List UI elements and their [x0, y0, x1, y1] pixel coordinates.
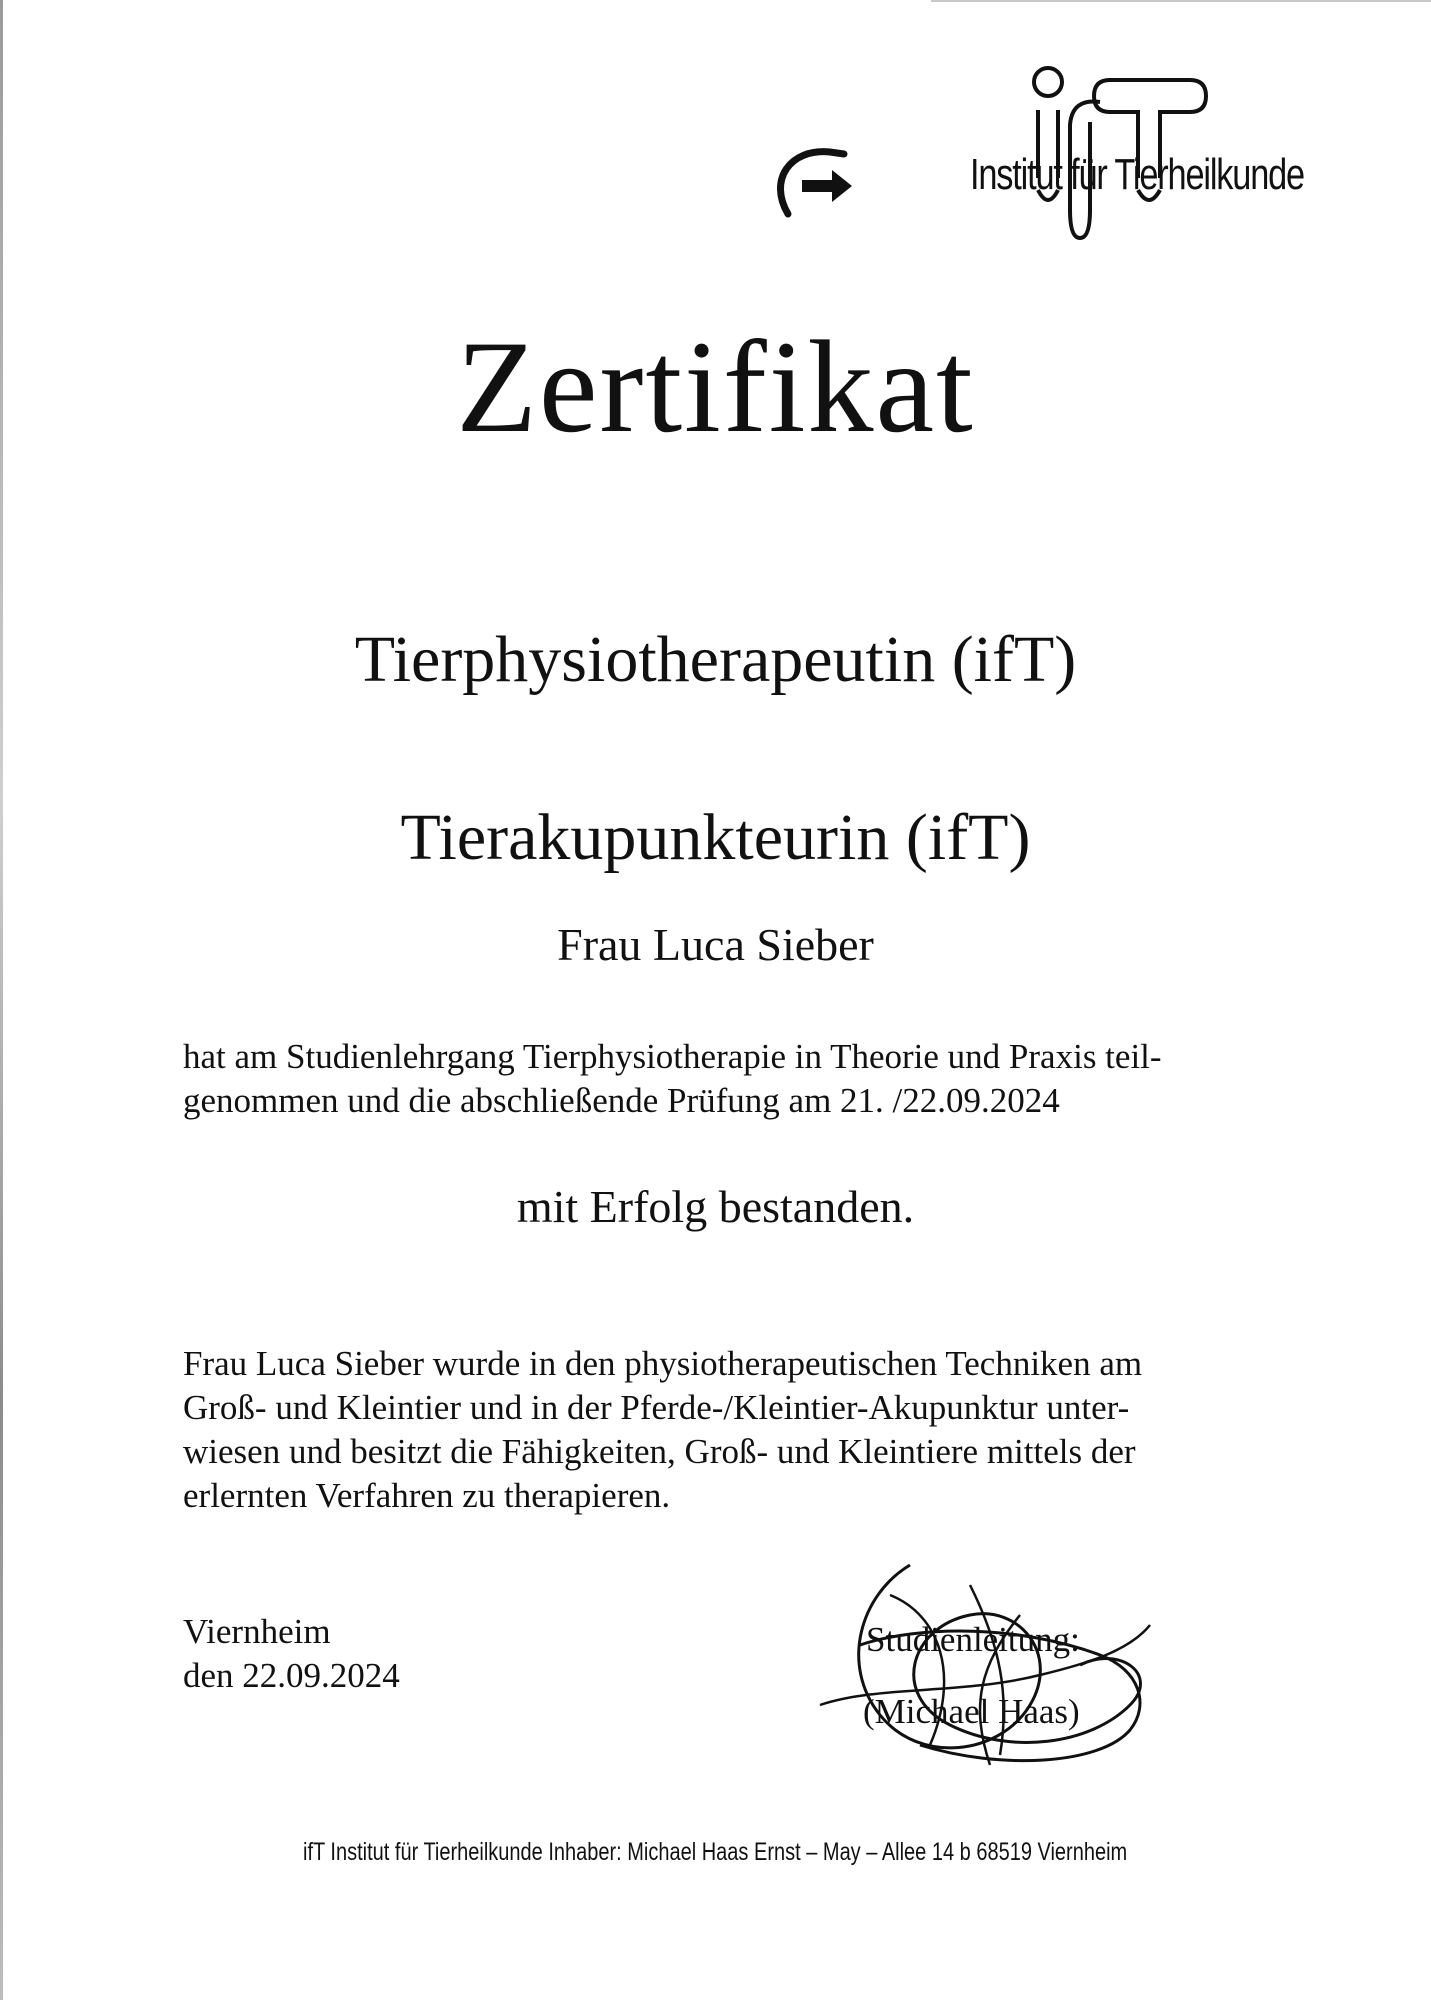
handwritten-signature [800, 1555, 1160, 1775]
recipient-name: Frau Luca Sieber [557, 919, 874, 970]
certificate-title: Zertifikat [456, 313, 975, 460]
description-line: Frau Luca Sieber wurde in den physiotherapeutischen Techniken am [183, 1344, 1143, 1383]
place-city: Viernheim [183, 1612, 331, 1651]
logo-wordmark: Institut für Tierheilkunde [970, 150, 1304, 199]
statement-line: hat am Studienlehrgang Tierphysiotherapie in Theorie und Praxis teil- [183, 1037, 1162, 1076]
result-text: mit Erfolg bestanden. [516, 1181, 915, 1232]
place-and-date [183, 1610, 400, 1698]
qualification-physiotherapy: Tierphysiotherapeutin (ifT) [354, 623, 1077, 696]
signature-label: Studienleitung: [866, 1620, 1080, 1659]
arrow-mark-icon [760, 140, 870, 220]
scan-edge-left [0, 0, 3, 2000]
statement-paragraph [183, 1035, 1273, 1123]
description-line: wiesen und besitzt die Fähigkeiten, Groß- und Kleintiere mittels der [183, 1432, 1136, 1471]
statement-line: genommen und die abschließende Prüfung am 21. /22.09.2024 [183, 1081, 1060, 1120]
scan-edge-top [931, 0, 1431, 2]
footer-address [0, 1838, 1431, 1867]
footer-text: ifT Institut für Tierheilkunde Inhaber: Michael Haas Ernst – May – Allee 14 b 68519 Viernheim [303, 1838, 1128, 1866]
issue-date: den 22.09.2024 [183, 1656, 400, 1695]
description-paragraph [183, 1342, 1273, 1518]
description-line: Groß- und Kleintier und in der Pferde-/Kleintier-Akupunktur unter- [183, 1388, 1130, 1427]
description-line: erlernten Verfahren zu therapieren. [183, 1476, 671, 1515]
qualification-acupuncture: Tierakupunkteurin (ifT) [400, 801, 1031, 874]
signatory-name: (Michael Haas) [863, 1692, 1080, 1731]
